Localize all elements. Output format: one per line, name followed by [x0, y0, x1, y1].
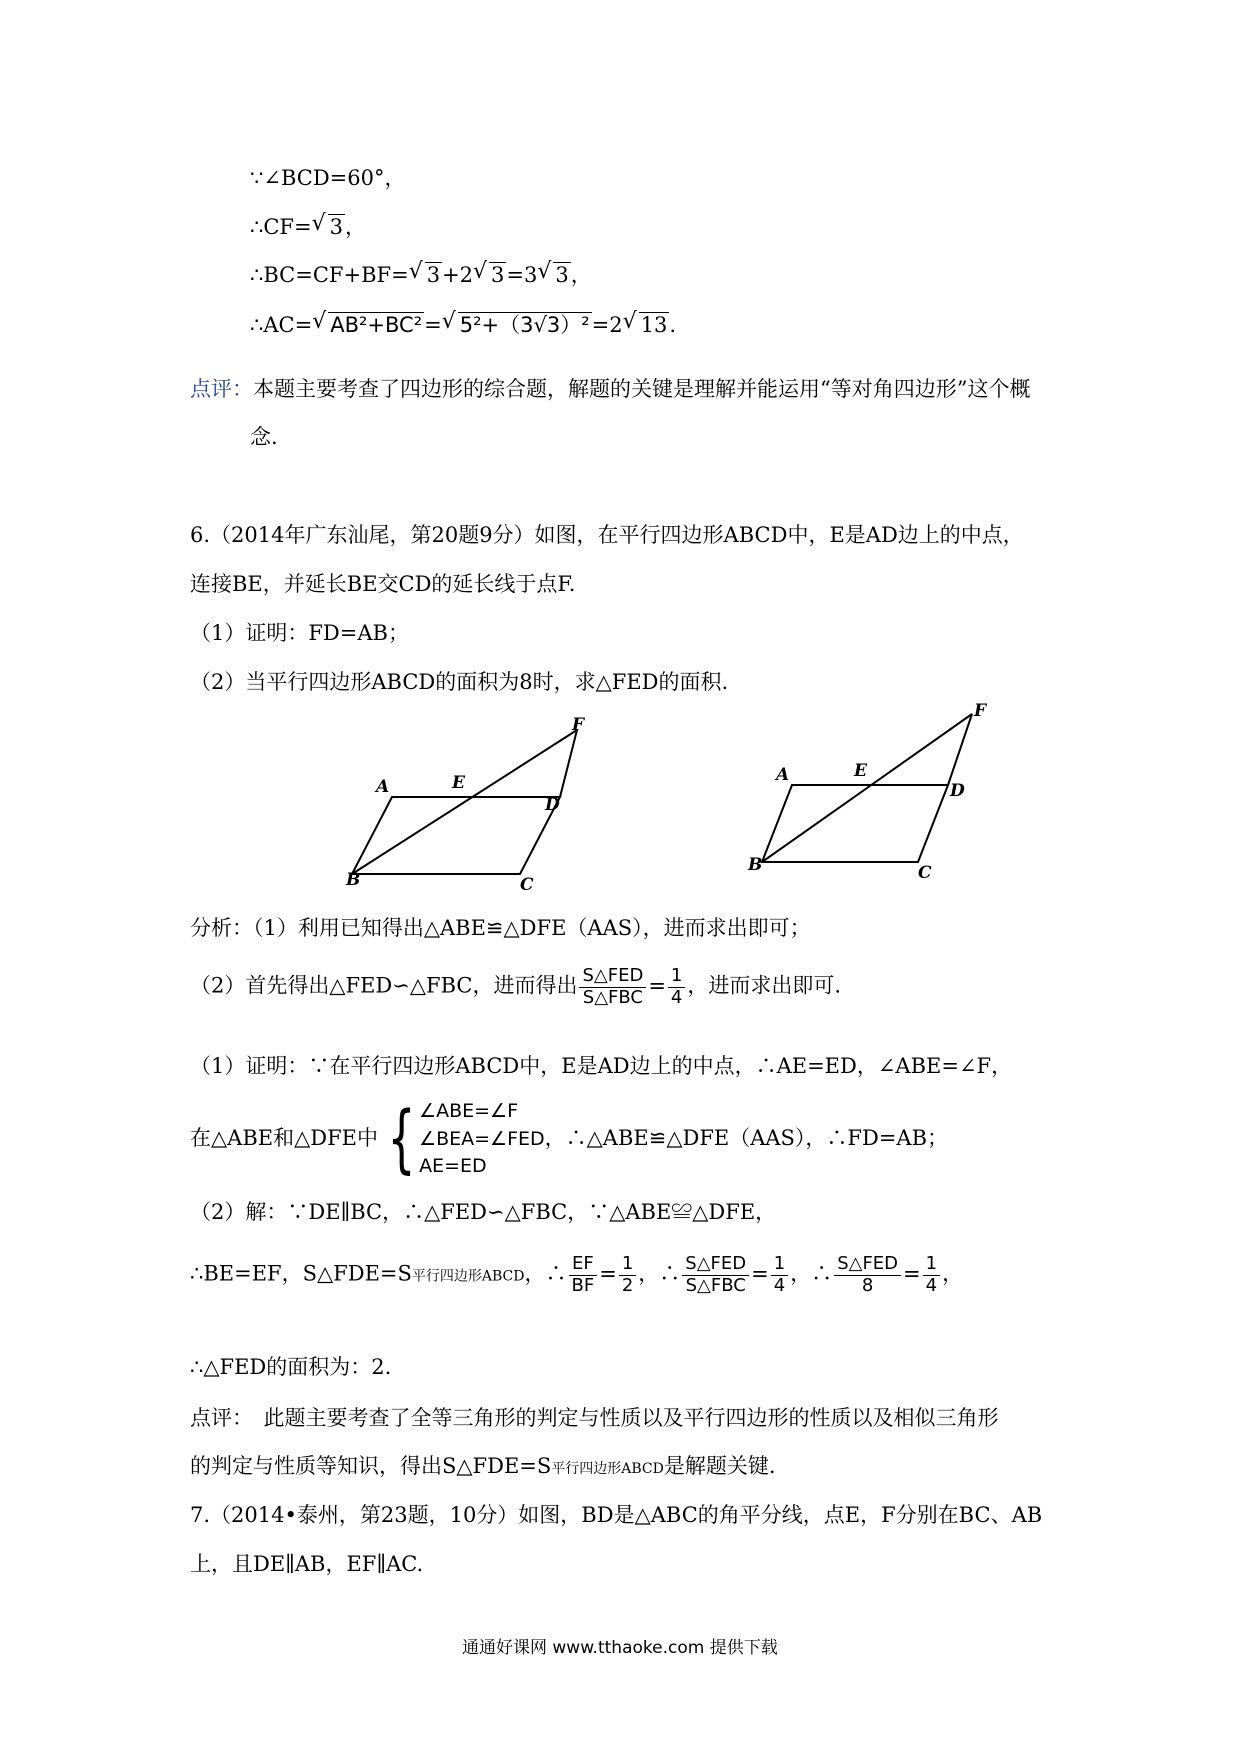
- solution-line-1: （1）证明：∵在平行四边形ABCD中，E是AD边上的中点，∴AE=ED，∠ABE=∠F，: [190, 1054, 1013, 1078]
- solution-text: ，∴△ABE≌△DFE（AAS），∴FD=AB；: [544, 1125, 949, 1150]
- problem-6-question-2: （2）当平行四边形ABCD的面积为8时，求△FED的面积.: [190, 670, 729, 694]
- denominator: S△FBC: [582, 986, 643, 1008]
- area-subscript: 平行四边形ABCD: [411, 1268, 525, 1285]
- denominator: S△FBC: [685, 1274, 746, 1296]
- text: =: [424, 313, 442, 337]
- denominator: 4: [773, 1274, 786, 1296]
- line-ac-pre: ∴AC=: [250, 313, 313, 337]
- analysis-text: ，进而求出即可.: [687, 973, 842, 998]
- punct: .: [669, 313, 677, 337]
- solution-line-4: [190, 1254, 963, 1296]
- solution-text: ∴BE=EF，: [190, 1261, 303, 1286]
- problem-7-line-2: 上，且DE∥AB，EF∥AC.: [190, 1552, 424, 1576]
- equals: =: [599, 1261, 617, 1286]
- label-c-right: C: [918, 863, 932, 883]
- solution-line-3: （2）解：∵DE∥BC，∴△FED∽△FBC，∵△ABE≌△DFE，: [190, 1200, 777, 1224]
- comment-2-line-1: [190, 1406, 999, 1431]
- page-footer: 通通好课网 www.tthaoke.com 提供下载: [462, 1638, 778, 1658]
- system-line-2: ∠BEA=∠FED: [419, 1127, 545, 1150]
- numerator: 1: [771, 1254, 788, 1276]
- radicand: 3: [329, 215, 343, 239]
- area-expr: S△FDE=S: [442, 1454, 552, 1478]
- solution-line-5: ∴△FED的面积为：2.: [190, 1355, 392, 1379]
- system-line-3: AE=ED: [419, 1155, 487, 1178]
- label-f-right: F: [974, 701, 987, 721]
- label-b-right: B: [748, 855, 763, 875]
- problem-6-line-1: 6.（2014年广东汕尾，第20题9分）如图，在平行四边形ABCD中，E是AD边上的中点，: [190, 523, 1024, 547]
- solution-text: ，∴: [638, 1261, 681, 1286]
- label-a-right: A: [776, 765, 790, 785]
- solution-text: ，: [942, 1261, 964, 1286]
- label-a-left: A: [376, 777, 390, 797]
- analysis-line-1: 分析：（1）利用已知得出△ABE≌△DFE（AAS），进而求出即可；: [190, 916, 811, 940]
- comment-text: 是解题关键.: [663, 1454, 776, 1478]
- problem-6-question-1: （1）证明：FD=AB；: [190, 621, 409, 645]
- system-line-1: ∠ABE=∠F: [419, 1100, 519, 1122]
- fraction-area-ratio: [682, 1254, 749, 1296]
- analysis-line-2: [190, 966, 841, 1008]
- left-brace: {: [387, 1096, 416, 1183]
- denominator: 2: [621, 1274, 634, 1296]
- equals: =: [751, 1261, 769, 1286]
- fraction-ef-bf: [569, 1254, 598, 1296]
- label-e-left: E: [452, 773, 465, 793]
- solution-text: 在△ABE和△DFE中: [190, 1125, 378, 1150]
- fraction-one-quarter: [771, 1254, 788, 1296]
- radicand: 5²+（3√3）²: [459, 313, 590, 337]
- radicand: 3: [555, 263, 569, 287]
- radicand: AB²+BC²: [330, 313, 423, 337]
- segment-df-right: [948, 714, 972, 785]
- figure-left-labels: [345, 715, 586, 895]
- fraction-area-over-8: [834, 1254, 901, 1296]
- comment-text: 的判定与性质等知识，得出: [190, 1454, 442, 1478]
- area-expr: S△FDE=S: [302, 1261, 412, 1286]
- line-cf-pre: ∴CF=: [250, 215, 312, 239]
- line-bc-pre: ∴BC=CF+BF=: [250, 263, 409, 287]
- analysis-text: （2）首先得出△FED∽△FBC，进而得出: [190, 973, 578, 998]
- numerator: S△FED: [834, 1254, 901, 1276]
- denominator: 4: [670, 986, 683, 1008]
- comment-1-line-2: 念.: [250, 425, 278, 449]
- numerator: 1: [619, 1254, 636, 1276]
- punct: ，: [570, 263, 592, 287]
- system-lines: [419, 1098, 545, 1181]
- punct: ，: [344, 215, 366, 239]
- comment-label: 点评：: [190, 377, 253, 401]
- comment-2-line-2: [190, 1454, 776, 1479]
- equals: =: [648, 973, 666, 998]
- segment-bf-left: [352, 730, 577, 874]
- figure-left: [352, 730, 577, 874]
- fraction-area-ratio: [579, 966, 646, 1008]
- label-d-right: D: [950, 781, 965, 801]
- radicand: 13: [640, 313, 668, 337]
- area-subscript: 平行四边形ABCD: [551, 1461, 664, 1477]
- denominator: BF: [571, 1274, 595, 1296]
- equals: =: [903, 1261, 921, 1286]
- equation-system: [378, 1098, 545, 1181]
- text: =2: [591, 313, 623, 337]
- label-f-left: F: [572, 715, 585, 735]
- problem-6-line-2: 连接BE，并延长BE交CD的延长线于点F.: [190, 572, 576, 596]
- segment-bf-right: [762, 714, 972, 862]
- solution-text: ，∴: [524, 1261, 567, 1286]
- denominator: 4: [925, 1274, 938, 1296]
- label-b-left: B: [346, 870, 361, 890]
- solution-text: ，∴: [790, 1261, 833, 1286]
- figure-right: [762, 714, 972, 862]
- numerator: EF: [569, 1254, 597, 1276]
- comment-label: 点评：: [190, 1406, 243, 1430]
- numerator: 1: [923, 1254, 940, 1276]
- text: +2: [442, 263, 474, 287]
- denominator: 8: [861, 1274, 874, 1296]
- comment-text: 此题主要考查了全等三角形的判定与性质以及平行四边形的性质以及相似三角形: [242, 1406, 999, 1430]
- comment-text: 本题主要考查了四边形的综合题，解题的关键是理解并能运用“等对角四边形”这个概: [253, 377, 1031, 401]
- problem-7-line-1: 7.（2014•泰州，第23题，10分）如图，BD是△ABC的角平分线，点E，F分别在BC、AB: [190, 1503, 1043, 1527]
- radicand: 3: [491, 263, 505, 287]
- text: =3: [506, 263, 538, 287]
- fraction-one-quarter: [923, 1254, 940, 1296]
- numerator: S△FED: [579, 966, 646, 988]
- radicand: 3: [426, 263, 441, 287]
- label-e-right: E: [854, 761, 867, 781]
- label-c-left: C: [520, 875, 534, 895]
- label-d-left: D: [545, 795, 560, 815]
- line-angle-bcd: ∵∠BCD=60°，: [250, 166, 406, 190]
- fraction-one-half: [619, 1254, 636, 1296]
- solution-line-2: [190, 1098, 948, 1181]
- numerator: 1: [668, 966, 685, 988]
- numerator: S△FED: [682, 1254, 749, 1276]
- fraction-one-quarter: [668, 966, 685, 1008]
